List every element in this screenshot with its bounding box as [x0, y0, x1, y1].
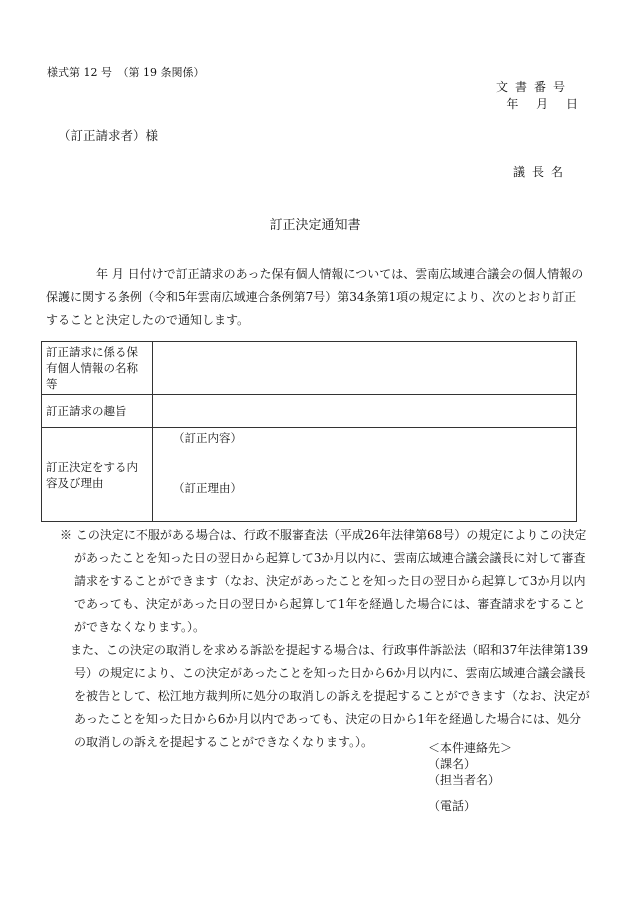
body-paragraph: 年 月 日付けで訂正請求のあった保有個人情報については、雲南広域連合議会の個人情報の保護に関する条例（令和5年雲南広域連合条例第7号）第34条第1項の規定により、次のとおり訂正することと決定したので通知します。	[46, 267, 584, 327]
contact-person: （担当者名）	[428, 773, 501, 787]
table-value-decision	[153, 428, 577, 522]
notes-block	[46, 524, 591, 754]
addressee: （訂正請求者）様	[58, 128, 159, 143]
document-number-label: 文書番号	[495, 80, 572, 94]
note-lawsuit: また、この決定の取消しを求める訴訟を提起する場合は、行政事件訴訟法（昭和37年法律第139号）の規定により、この決定があったことを知った日から6か月以内に、雲南広域連合議会議長を被告として、松江地方裁判所に処分の取消しの訴えを提起することができます（なお、決定があったことを知った日から6か月以内であっても、決定の日から1年を経過した場合には、処分の取消しの訴えを提起することができなくなります。）。	[70, 643, 590, 749]
correction-content-label: （訂正内容）	[173, 431, 242, 445]
correction-table	[41, 341, 577, 522]
table-label-decision: 訂正決定をする内容及び理由	[42, 428, 153, 522]
note-appeal: ※ この決定に不服がある場合は、行政不服審査法（平成26年法律第68号）の規定によりこの決定があったことを知った日の翌日から起算して3か月以内に、雲南広域連合議会議長に対して審査請求をすることができます（なお、決定があったことを知った日の翌日から起算して3か月以内であっても、決定があった日の翌日から起算して1年を経過した場合には、審査請求をすることができなくなります。）。	[60, 528, 587, 634]
table-row	[42, 342, 577, 395]
contact-block	[428, 740, 512, 814]
correction-reason-label: （訂正理由）	[173, 481, 242, 495]
table-value-purpose	[153, 395, 577, 428]
table-label-info-name: 訂正請求に係る保有個人情報の名称等	[42, 342, 153, 395]
page-title: 訂正決定通知書	[269, 218, 361, 233]
date-label: 年 月 日	[506, 97, 578, 111]
contact-phone: （電話）	[428, 799, 477, 813]
table-row	[42, 395, 577, 428]
contact-heading: ＜本件連絡先＞	[428, 741, 513, 755]
table-row	[42, 428, 577, 522]
contact-section: （課名）	[428, 757, 477, 771]
form-number: 様式第 12 号 （第 19 条関係）	[47, 66, 205, 79]
table-label-purpose: 訂正請求の趣旨	[42, 395, 153, 428]
table-value-info-name	[153, 342, 577, 395]
body-paragraph-block	[46, 263, 587, 332]
sender-name: 議長名	[512, 165, 570, 179]
